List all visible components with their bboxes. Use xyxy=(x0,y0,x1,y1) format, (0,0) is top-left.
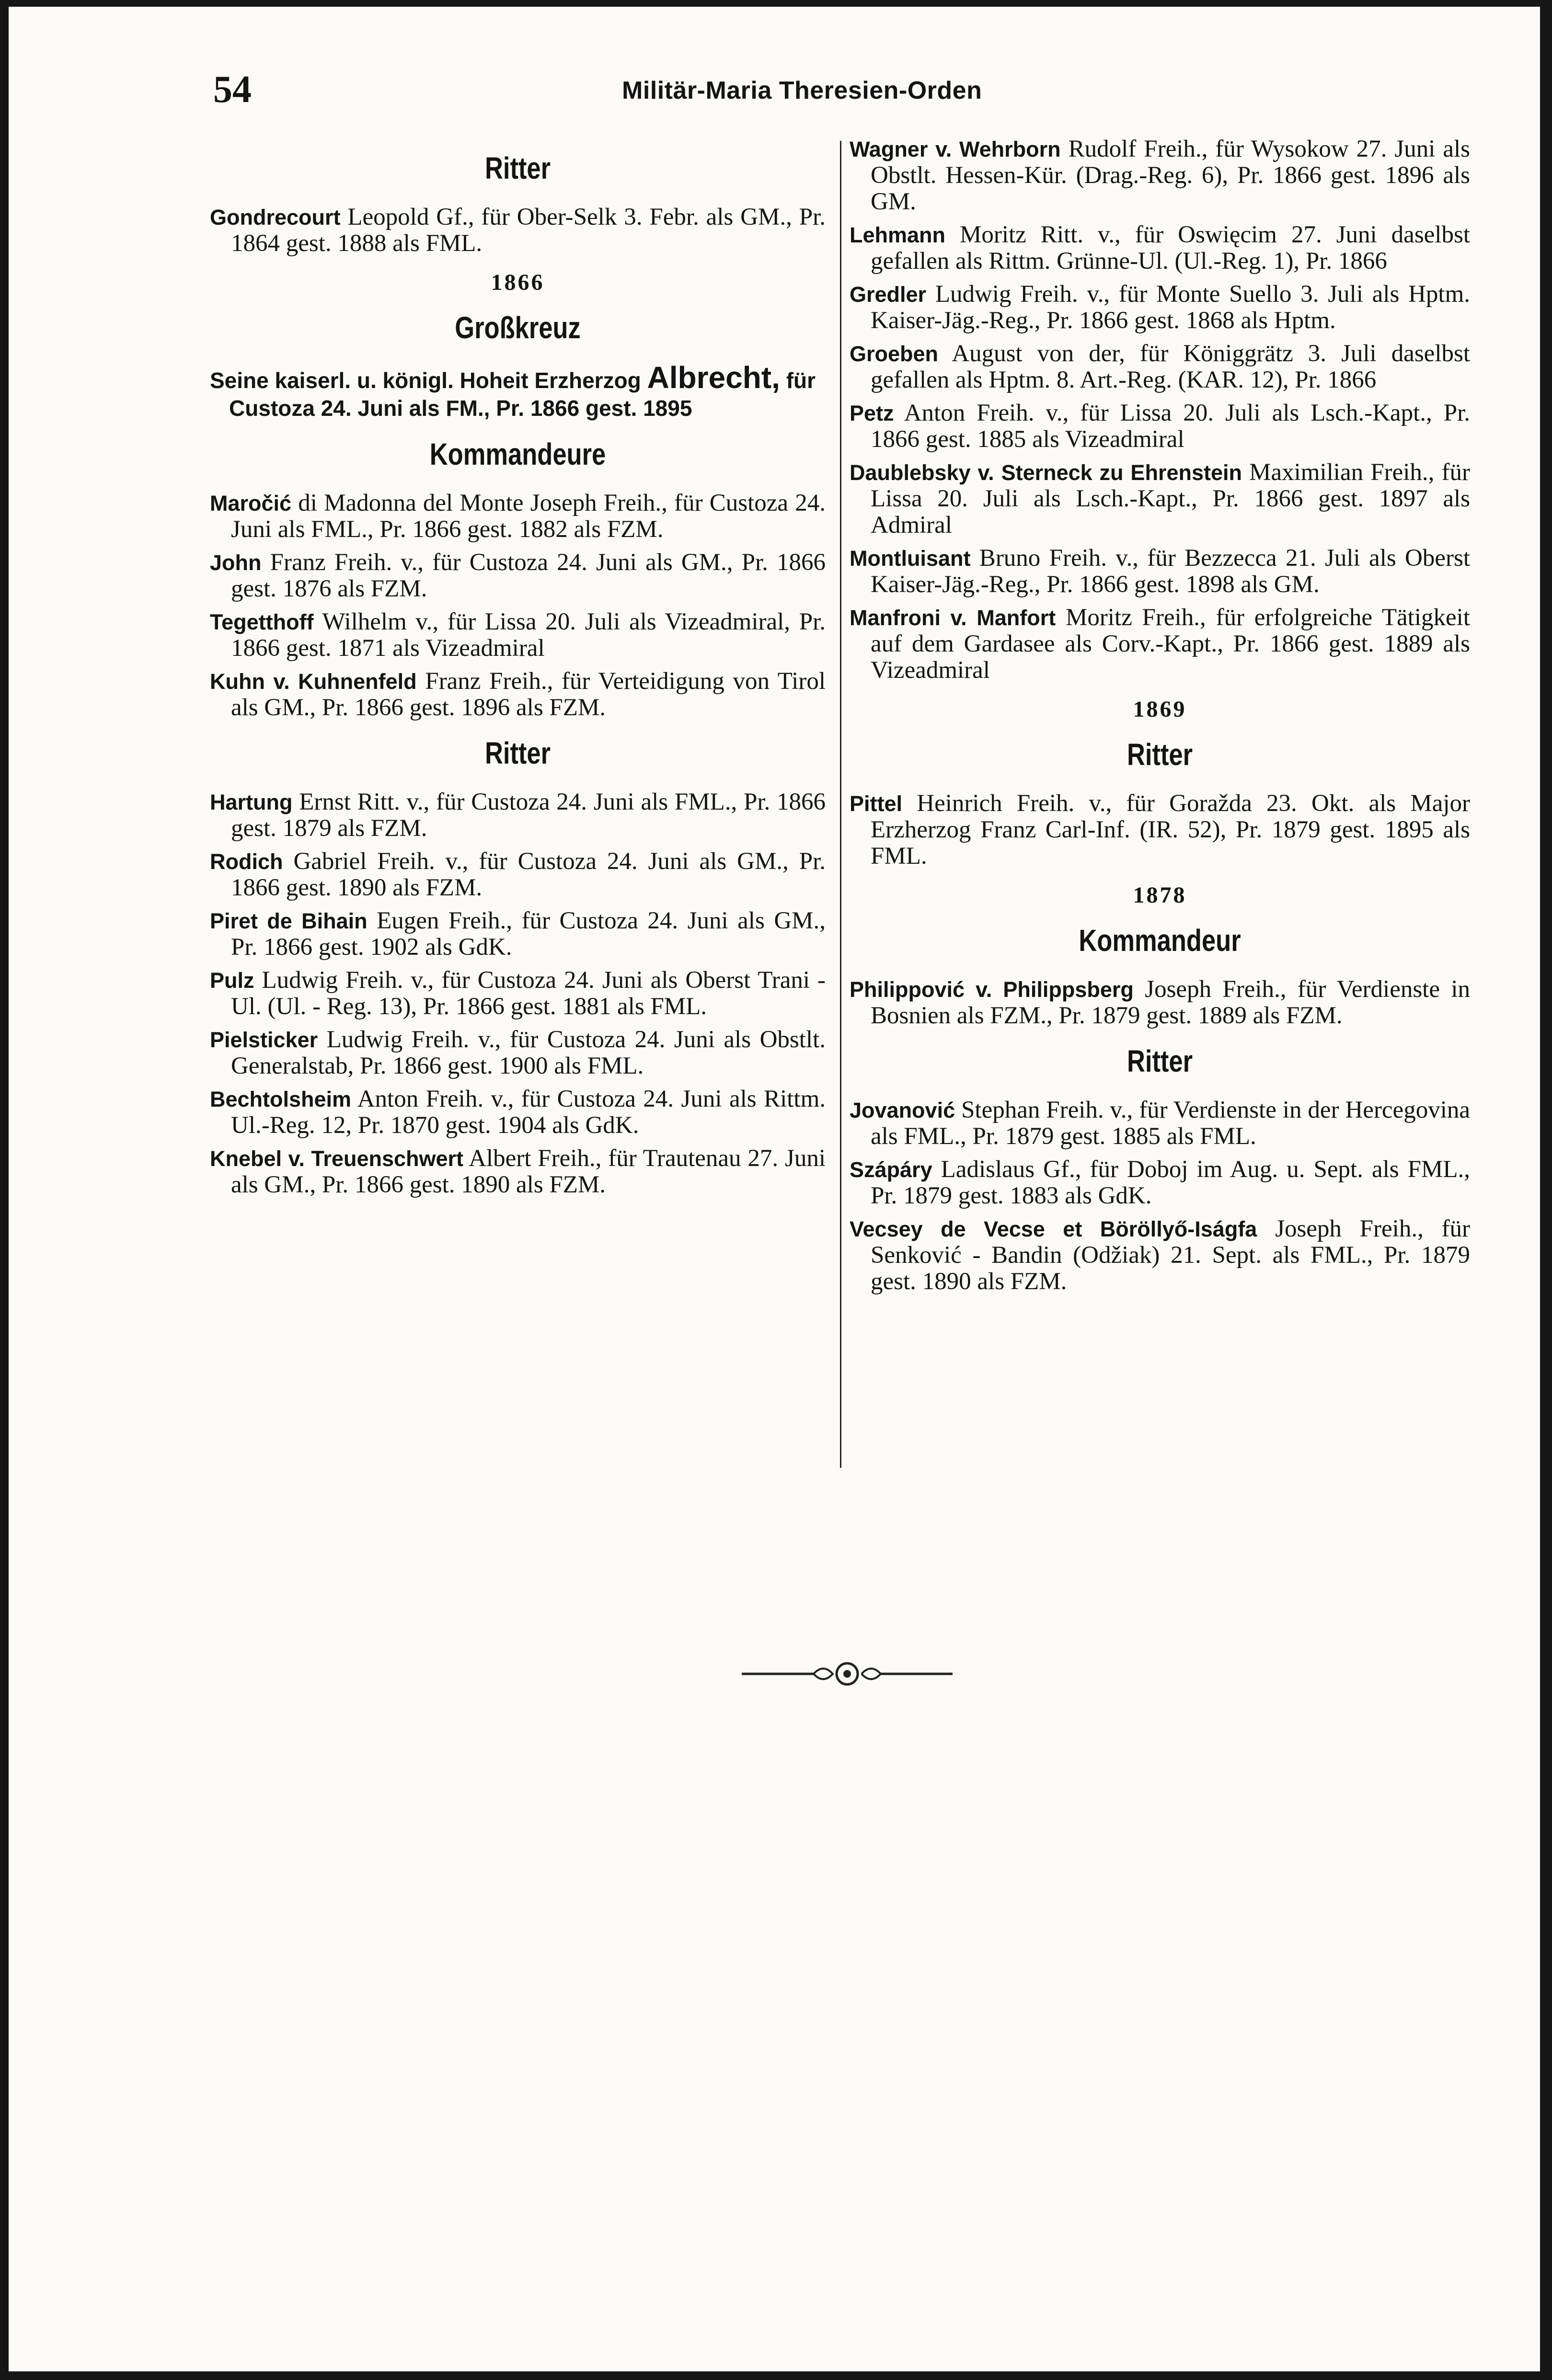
recipient-entry xyxy=(850,545,1470,598)
section-heading: Ritter xyxy=(484,151,551,185)
recipient-details: Leopold Gf., für Ober-Selk 3. Febr. als GM., Pr. 1864 gest. 1888 als FML. xyxy=(231,204,826,257)
recipient-details: Eugen Freih., für Custoza 24. Juni als GM., Pr. 1866 gest. 1902 als GdK. xyxy=(231,907,826,961)
recipient-details: Ernst Ritt. v., für Custoza 24. Juni als FML., Pr. 1866 gest. 1879 als FZM. xyxy=(231,789,826,842)
recipient-name: Pielsticker xyxy=(210,1028,318,1052)
recipient-name: Hartung xyxy=(210,790,293,814)
recipient-entry xyxy=(210,848,826,901)
recipient-details: Moritz Ritt. v., für Oswięcim 27. Juni daselbst gefallen als Rittm. Grünne-Ul. (Ul.-Reg. 1), Pr. 1866 xyxy=(871,221,1470,275)
recipient-details: Ludwig Freih. v., für Custoza 24. Juni als Oberst Trani - Ul. (Ul. - Reg. 13), Pr. 1866 gest. 1881 als FML. xyxy=(231,967,826,1020)
recipient-name: Vecsey de Vecse et Böröllyő-Iságfa xyxy=(850,1217,1257,1241)
page-number: 54 xyxy=(213,69,252,111)
recipient-name: Daublebsky v. Sterneck zu Ehrenstein xyxy=(850,460,1242,485)
recipient-details: Maximilian Freih., für Lissa 20. Juli als Lsch.-Kapt., Pr. 1866 gest. 1897 als Admiral xyxy=(871,459,1470,538)
recipient-entry xyxy=(850,790,1470,870)
recipient-name: Jovanović xyxy=(850,1098,955,1122)
column-divider xyxy=(840,141,841,1468)
year-heading: 1869 xyxy=(1133,697,1187,722)
recipient-details: Franz Freih., für Verteidigung von Tirol als GM., Pr. 1866 gest. 1896 als FZM. xyxy=(231,668,826,721)
running-title: Militär-Maria Theresien-Orden xyxy=(622,77,982,104)
recipient-details: Stephan Freih. v., für Verdienste in der Hercegovina als FML., Pr. 1879 gest. 1885 als FML. xyxy=(871,1097,1470,1150)
recipient-name: Philippović v. Philippsberg xyxy=(850,977,1134,1002)
recipient-entry xyxy=(850,1097,1470,1150)
recipient-name: Lehmann xyxy=(850,223,946,247)
recipient-name: Pittel xyxy=(850,791,903,816)
recipient-entry xyxy=(210,967,826,1020)
book-page xyxy=(9,7,1540,2371)
recipient-details: Ludwig Freih. v., für Custoza 24. Juni als Obstlt. Generalstab, Pr. 1866 gest. 1900 als FML. xyxy=(231,1026,826,1079)
section-heading: Ritter xyxy=(484,736,551,770)
recipient-details: Bruno Freih. v., für Bezzecca 21. Juli als Oberst Kaiser-Jäg.-Reg., Pr. 1866 gest. 1898 als GM. xyxy=(871,545,1470,598)
year-heading: 1866 xyxy=(491,270,545,295)
recipient-name: Montluisant xyxy=(850,546,971,571)
section-heading: Kommandeure xyxy=(429,437,606,471)
recipient-entry xyxy=(850,976,1470,1029)
recipient-details: Gabriel Freih. v., für Custoza 24. Juni als GM., Pr. 1866 gest. 1890 als FZM. xyxy=(231,848,826,901)
recipient-details: Anton Freih. v., für Lissa 20. Juli als Lsch.-Kapt., Pr. 1866 gest. 1885 als Vizeadmiral xyxy=(871,400,1470,453)
recipient-entry xyxy=(210,609,826,662)
entry-post: für Custoza 24. Juni als FM., Pr. 1866 gest. 1895 xyxy=(229,368,816,421)
recipient-name: Rodich xyxy=(210,849,283,874)
recipient-entry xyxy=(850,605,1470,684)
recipient-details: Ladislaus Gf., für Doboj im Aug. u. Sept. als FML., Pr. 1879 gest. 1883 als GdK. xyxy=(871,1156,1471,1209)
recipient-entry xyxy=(850,136,1470,215)
printer-ornament-icon xyxy=(742,1655,953,1693)
recipient-name: Piret de Bihain xyxy=(210,909,368,933)
recipient-entry xyxy=(210,490,826,543)
recipient-details: Joseph Freih., für Verdienste in Bosnien als FZM., Pr. 1879 gest. 1889 als FZM. xyxy=(871,976,1470,1029)
recipient-entry xyxy=(210,668,826,721)
recipient-entry xyxy=(850,1216,1470,1295)
right-column xyxy=(850,136,1470,1302)
recipient-name: Szápáry xyxy=(850,1157,932,1182)
entry-big: Albrecht, xyxy=(647,360,780,395)
recipient-name: Knebel v. Treuenschwert xyxy=(210,1146,464,1171)
recipient-entry xyxy=(210,1145,826,1198)
section-heading: Großkreuz xyxy=(455,310,581,345)
recipient-details: Anton Freih. v., für Custoza 24. Juni als Rittm. Ul.-Reg. 12, Pr. 1870 gest. 1904 als GdK. xyxy=(231,1086,826,1139)
entry-pre: Seine kaiserl. u. königl. Hoheit Erzherzog xyxy=(210,368,641,393)
recipient-details: August von der, für Königgrätz 3. Juli daselbst gefallen als Hptm. 8. Art.-Reg. (KAR. 12), Pr. 1866 xyxy=(871,340,1471,393)
recipient-details: Wilhelm v., für Lissa 20. Juli als Vizeadmiral, Pr. 1866 gest. 1871 als Vizeadmiral xyxy=(231,608,826,662)
recipient-details: Ludwig Freih. v., für Monte Suello 3. Juli als Hptm. Kaiser-Jäg.-Reg., Pr. 1866 gest. 1868 als Hptm. xyxy=(871,281,1471,334)
recipient-name: John xyxy=(210,550,262,575)
recipient-entry xyxy=(850,459,1470,538)
recipient-details: Moritz Freih., für erfolgreiche Tätigkeit auf dem Gardasee als Corv.-Kapt., Pr. 1866 gest. 1889 als Vizeadmiral xyxy=(871,604,1470,684)
recipient-entry xyxy=(850,281,1470,334)
recipient-name: Gondrecourt xyxy=(210,205,341,229)
section-heading: Ritter xyxy=(1127,1044,1193,1078)
recipient-details: Franz Freih. v., für Custoza 24. Juni als GM., Pr. 1866 gest. 1876 als FZM. xyxy=(231,549,826,602)
recipient-entry xyxy=(210,549,826,602)
recipient-details: Heinrich Freih. v., für Goražda 23. Okt. als Major Erzherzog Franz Carl-Inf. (IR. 52), Pr. 1879 gest. 1895 als FML. xyxy=(871,790,1470,870)
recipient-entry xyxy=(210,1027,826,1079)
recipient-name: Gredler xyxy=(850,282,927,307)
recipient-details: Rudolf Freih., für Wysokow 27. Juni als Obstlt. Hessen-Kür. (Drag.-Reg. 6), Pr. 1866 gest. 1896 als GM. xyxy=(871,136,1471,215)
recipient-name: Manfroni v. Manfort xyxy=(850,606,1056,630)
recipient-name: Pulz xyxy=(210,968,254,993)
recipient-details: di Madonna del Monte Joseph Freih., für Custoza 24. Juni als FML., Pr. 1866 gest. 1882 als FZM. xyxy=(231,490,826,543)
recipient-entry xyxy=(210,204,826,257)
recipient-name: Maročić xyxy=(210,491,292,515)
recipient-details: Albert Freih., für Trautenau 27. Juni als GM., Pr. 1866 gest. 1890 als FZM. xyxy=(231,1145,826,1198)
recipient-name: Bechtolsheim xyxy=(210,1087,352,1111)
recipient-entry xyxy=(850,1156,1470,1209)
recipient-entry xyxy=(210,908,826,961)
recipient-name: Tegetthoff xyxy=(210,610,314,634)
recipient-name: Groeben xyxy=(850,342,939,366)
recipient-entry xyxy=(210,1086,826,1139)
recipient-entry xyxy=(850,222,1470,275)
recipient-entry xyxy=(210,789,826,842)
recipient-details: Joseph Freih., für Senković - Bandin (Odžiak) 21. Sept. als FML., Pr. 1879 gest. 1890 als FZM. xyxy=(871,1215,1471,1295)
recipient-entry xyxy=(850,400,1470,453)
section-heading: Kommandeur xyxy=(1079,923,1241,958)
year-heading: 1878 xyxy=(1133,882,1187,908)
recipient-entry xyxy=(850,341,1470,393)
grand-cross-entry xyxy=(210,360,826,422)
recipient-name: Kuhn v. Kuhnenfeld xyxy=(210,669,417,694)
recipient-name: Wagner v. Wehrborn xyxy=(850,137,1061,161)
recipient-name: Petz xyxy=(850,401,894,425)
section-heading: Ritter xyxy=(1127,737,1193,772)
left-column xyxy=(210,136,826,1205)
